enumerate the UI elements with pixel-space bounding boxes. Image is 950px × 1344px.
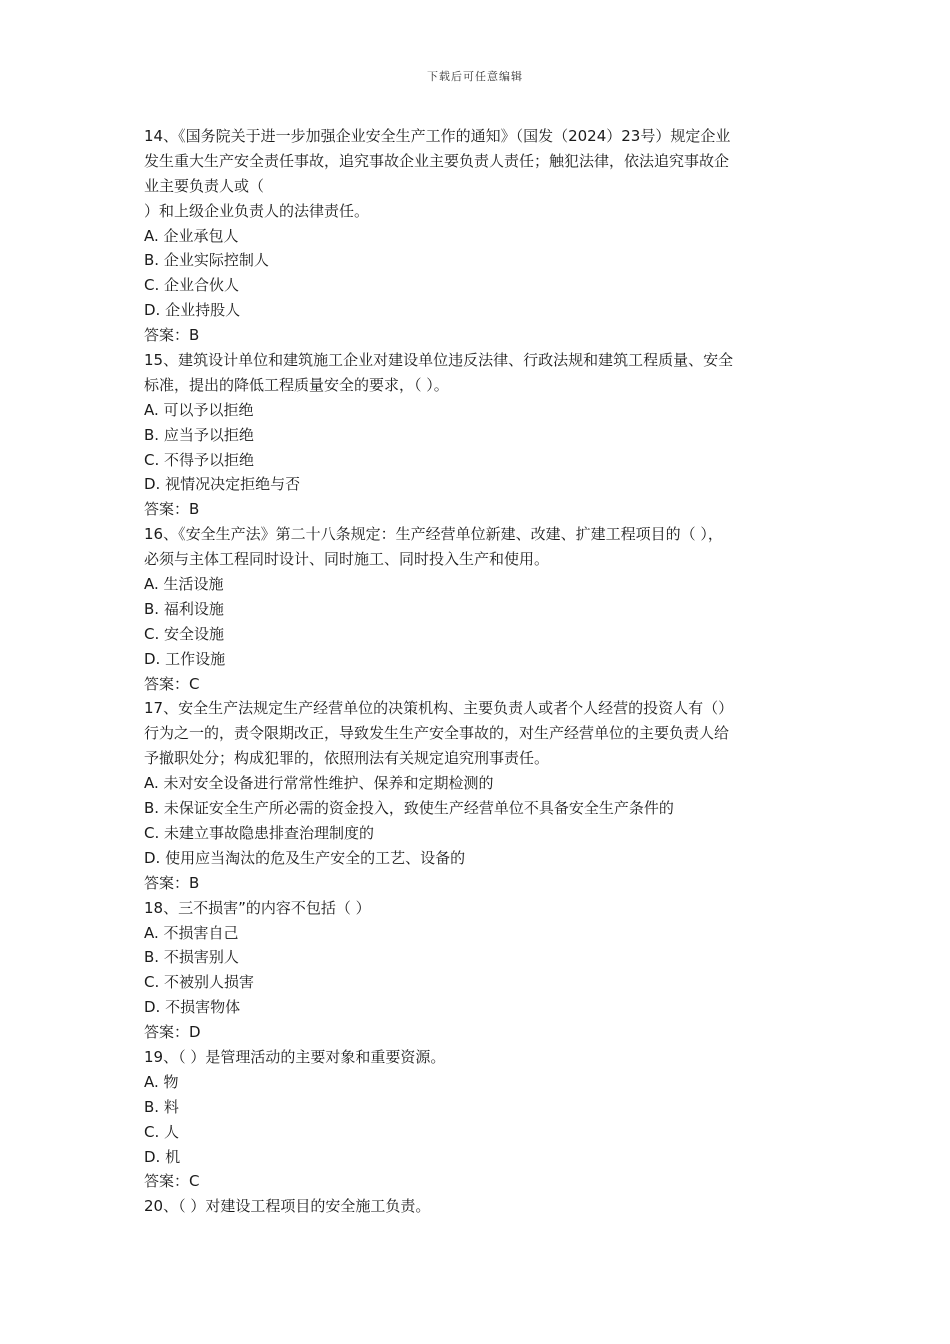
question-stem-line: 予撤职处分；构成犯罪的，依照刑法有关规定追究刑事责任。 (144, 749, 550, 768)
answer-option: A. 不损害自己 (144, 923, 239, 942)
answer-option: B. 料 (144, 1097, 179, 1116)
answer-option: A. 物 (144, 1072, 179, 1091)
question-stem-line: 16、《安全生产法》第二十八条规定：生产经营单位新建、改建、扩建工程项目的（ ）， (144, 525, 723, 544)
question-block (144, 1194, 812, 1219)
answer-option: C. 企业合伙人 (144, 276, 240, 295)
answer-option: D. 机 (144, 1147, 181, 1166)
question-stem-line: 标准，提出的降低工程质量安全的要求，（ ）。 (144, 375, 449, 394)
question-list (144, 124, 812, 1219)
question-stem-line: ）和上级企业负责人的法律责任。 (144, 201, 370, 220)
answer-option: B. 福利设施 (144, 599, 224, 618)
answer-key: 答案：B (144, 500, 200, 519)
answer-option: B. 未保证安全生产所必需的资金投入，致使生产经营单位不具备安全生产条件的 (144, 799, 674, 818)
answer-option: C. 人 (144, 1122, 180, 1141)
question-block (144, 124, 812, 348)
answer-key: 答案：C (144, 1172, 200, 1191)
answer-key: 答案：C (144, 674, 200, 693)
answer-option: B. 企业实际控制人 (144, 251, 269, 270)
answer-option: A. 未对安全设备进行常常性维护、保养和定期检测的 (144, 774, 494, 793)
answer-option: D. 企业持股人 (144, 301, 241, 320)
question-block (144, 896, 812, 1045)
answer-option: D. 不损害物体 (144, 998, 241, 1017)
answer-option: D. 使用应当淘汰的危及生产安全的工艺、设备的 (144, 848, 466, 867)
question-stem-line: 20、（ ）对建设工程项目的安全施工负责。 (144, 1197, 431, 1216)
question-block (144, 696, 812, 895)
question-stem-line: 18、三不损害”的内容不包括（ ） (144, 898, 371, 917)
question-stem-line: 业主要负责人或（ (144, 176, 265, 195)
question-stem-line: 19、（ ）是管理活动的主要对象和重要资源。 (144, 1047, 446, 1066)
question-block (144, 1045, 812, 1194)
question-stem-line: 行为之一的，责令限期改正，导致发生生产安全事故的，对生产经营单位的主要负责人给 (144, 724, 730, 743)
question-stem-line: 14、《国务院关于进一步加强企业安全生产工作的通知》（国发（2024）23号）规定企业 (144, 127, 731, 145)
answer-option: C. 未建立事故隐患排查治理制度的 (144, 823, 375, 842)
page-header: 下载后可任意编辑 (427, 70, 523, 83)
question-stem-line: 17、安全生产法规定生产经营单位的决策机构、主要负责人或者个人经营的投资人有（） (144, 699, 734, 718)
answer-key: 答案：B (144, 326, 200, 345)
question-block (144, 348, 812, 522)
answer-option: B. 应当予以拒绝 (144, 425, 254, 444)
answer-option: A. 生活设施 (144, 575, 224, 594)
answer-option: D. 工作设施 (144, 649, 226, 668)
answer-option: A. 可以予以拒绝 (144, 400, 254, 419)
question-stem-line: 发生重大生产安全责任事故，追究事故企业主要负责人责任；触犯法律，依法追究事故企 (144, 151, 730, 170)
answer-option: B. 不损害别人 (144, 948, 239, 967)
answer-key: 答案：B (144, 873, 200, 892)
answer-option: D. 视情况决定拒绝与否 (144, 475, 301, 494)
answer-key: 答案：D (144, 1023, 201, 1042)
answer-option: C. 安全设施 (144, 624, 225, 643)
question-block (144, 522, 812, 696)
question-stem-line: 必须与主体工程同时设计、同时施工、同时投入生产和使用。 (144, 550, 550, 569)
answer-option: C. 不得予以拒绝 (144, 450, 255, 469)
answer-option: A. 企业承包人 (144, 226, 239, 245)
question-stem-line: 15、建筑设计单位和建筑施工企业对建设单位违反法律、行政法规和建筑工程质量、安全 (144, 351, 734, 370)
answer-option: C. 不被别人损害 (144, 973, 255, 992)
